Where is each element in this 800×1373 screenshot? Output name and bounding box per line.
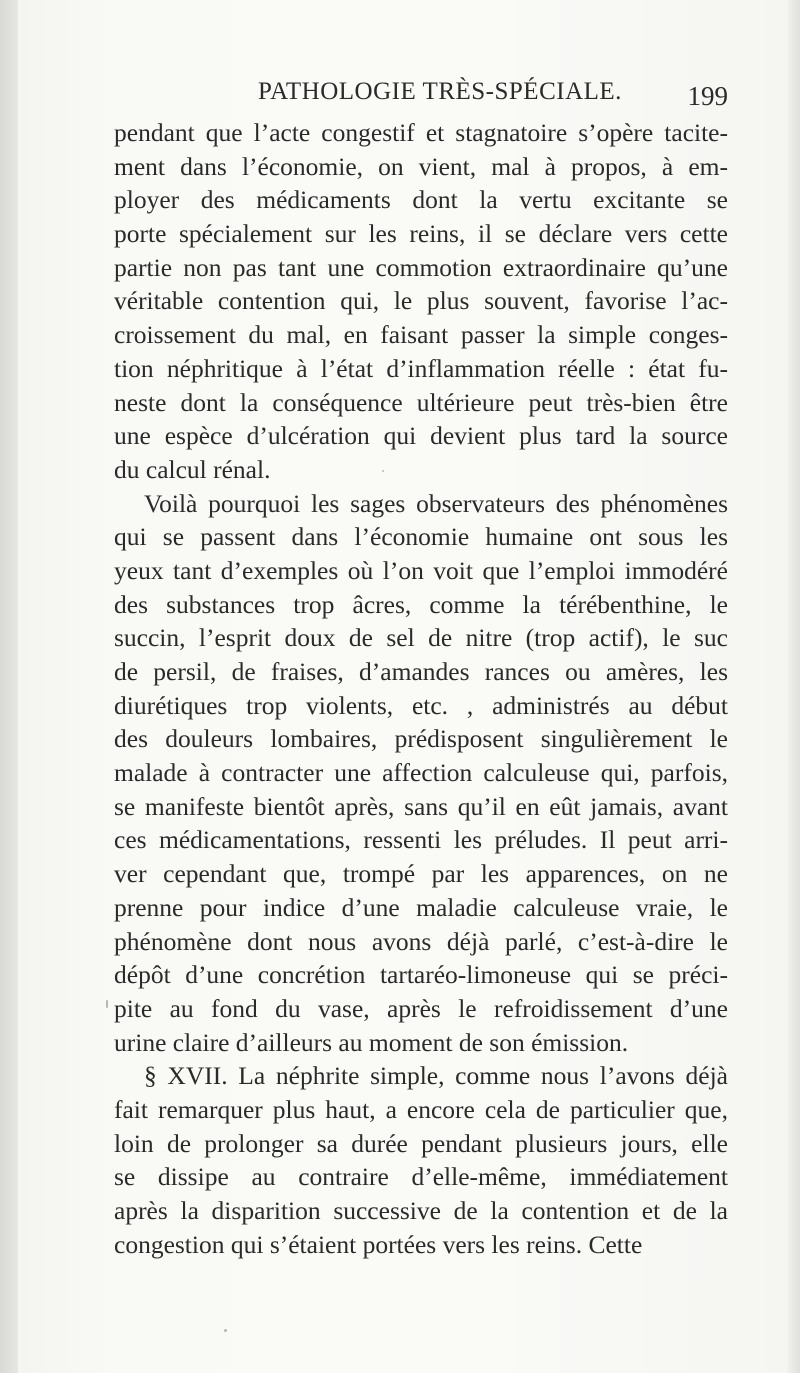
text-line: phénomène dont nous avons déjà parlé, c’est-à-dire le [114,926,728,956]
text-line: malade à contracter une affection calculeuse qui, parfois, [114,758,728,788]
text-line: ces médicamentations, ressenti les préludes. Il peut arri- [114,825,728,855]
text-line: porte spécialement sur les reins, il se déclare vers cette [114,219,728,249]
text-line: croissement du mal, en faisant passer la simple conges- [114,320,728,350]
paragraph [114,487,728,1060]
page-gutter-shadow [0,0,18,1373]
text-line: dépôt d’une concrétion tartaréo-limoneuse qui se préci- [114,960,728,990]
text-line: se dissipe au contraire d’elle-même, immédiatement [114,1162,728,1192]
text-line: ment dans l’économie, on vient, mal à propos, à em- [114,151,728,181]
text-line: congestion qui s’étaient portées vers les reins. Cette [114,1229,643,1259]
paragraph [114,1059,728,1261]
paper-speck [224,1329,227,1332]
text-line: prenne pour indice d’une maladie calculeuse vraie, le [114,892,728,922]
page-body [114,116,728,1261]
text-line: fait remarquer plus haut, a encore cela de particulier que, [114,1094,728,1124]
text-line: de persil, de fraises, d’amandes rances ou amères, les [114,657,728,686]
paper-speck [382,470,384,472]
text-line: une espèce d’ulcération qui devient plus tard la source [114,421,728,451]
text-line: diurétiques trop violents, etc. , administrés au début [114,690,728,720]
text-line: partie non pas tant une commotion extraordinaire qu’une [114,252,728,282]
text-line: neste dont la conséquence ultérieure peut très-bien être [114,387,728,417]
text-line: véritable contention qui, le plus souvent, favorise l’ac- [114,286,728,316]
paper-speck [106,1000,108,1008]
text-line: se manifeste bientôt après, sans qu’il en eût jamais, avant [114,791,728,821]
text-line: du calcul rénal. [114,454,271,484]
page-edge-shadow [788,0,800,1373]
text-line: Voilà pourquoi les sages observateurs des phénomènes [144,488,728,518]
text-line: yeux tant d’exemples où l’on voit que l’emploi immodéré [114,555,728,585]
text-line: des substances trop âcres, comme la térébenthine, le [114,589,728,619]
text-line: succin, l’esprit doux de sel de nitre (trop actif), le suc [114,623,728,653]
text-line: urine claire d’ailleurs au moment de son émission. [114,1027,629,1057]
paragraph [114,116,728,487]
text-line: des douleurs lombaires, prédisposent singulièrement le [114,724,728,754]
page-header [114,76,728,116]
text-line: pendant que l’acte congestif et stagnatoire s’opère tacite- [114,118,728,147]
page-number: 199 [687,81,728,111]
text-line: § XVII. La néphrite simple, comme nous l’avons déjà [144,1061,728,1091]
text-line: qui se passent dans l’économie humaine ont sous les [114,522,728,552]
text-line: après la disparition successive de la contention et de la [114,1196,728,1225]
text-line: loin de prolonger sa durée pendant plusieurs jours, elle [114,1128,728,1158]
text-line: pite au fond du vase, après le refroidissement d’une [114,993,728,1023]
text-line: tion néphritique à l’état d’inflammation réelle : état fu- [114,353,728,383]
text-line: ployer des médicaments dont la vertu excitante se [114,185,728,215]
running-title: PATHOLOGIE TRÈS-SPÉCIALE. [258,78,622,105]
text-line: ver cependant que, trompé par les apparences, on ne [114,859,728,889]
